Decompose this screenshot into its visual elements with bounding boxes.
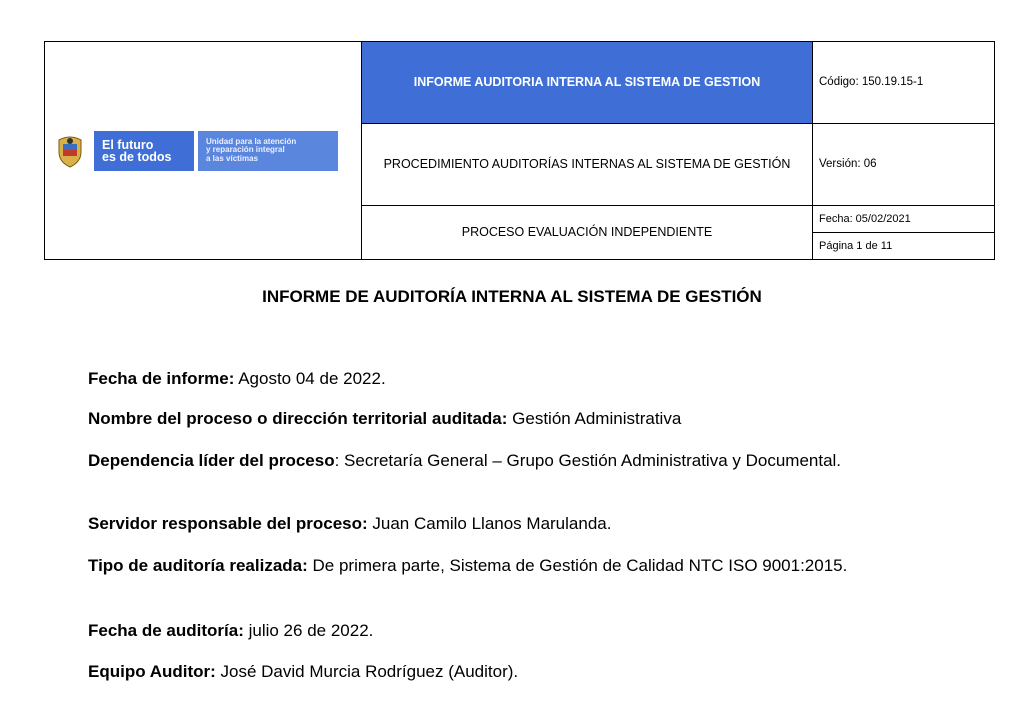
field-label: Nombre del proceso o dirección territorial auditada:	[88, 409, 508, 428]
field-value: Agosto 04 de 2022.	[234, 369, 386, 388]
report-title-cell	[362, 42, 813, 124]
date-cell	[813, 205, 995, 232]
field-responsible-officer	[88, 514, 940, 534]
field-report-date	[88, 369, 940, 389]
field-label: Equipo Auditor:	[88, 662, 216, 681]
unit-line-3: a las víctimas	[206, 153, 259, 163]
field-lead-department	[88, 451, 940, 471]
unit-line-2: y reparación integral	[206, 145, 285, 155]
unit-block	[198, 131, 338, 171]
document-code: Código: 150.19.15-1	[819, 76, 924, 89]
brand-line-2: es de todos	[102, 149, 172, 164]
procedure-name: PROCEDIMIENTO AUDITORÍAS INTERNAS AL SISTEMA DE GESTIÓN	[383, 157, 791, 172]
brand-line-1: El futuro	[102, 137, 154, 152]
unit-line-1: Unidad para la atención	[206, 136, 297, 146]
entity-logo	[52, 131, 352, 171]
document-header-table	[44, 41, 995, 260]
version-cell	[813, 123, 995, 205]
field-value: julio 26 de 2022.	[243, 621, 374, 640]
logo-cell	[45, 42, 362, 260]
page-cell	[813, 232, 995, 259]
process-cell	[362, 205, 813, 260]
field-label: Tipo de auditoría realizada:	[88, 556, 308, 575]
field-value: Gestión Administrativa	[507, 409, 682, 428]
document-title: INFORME DE AUDITORÍA INTERNA AL SISTEMA DE GESTIÓN	[262, 287, 762, 306]
field-label: Dependencia líder del proceso	[88, 451, 335, 470]
field-label: Servidor responsable del proceso:	[88, 514, 368, 533]
field-audit-type	[88, 556, 940, 576]
procedure-cell	[362, 123, 813, 205]
process-name: PROCESO EVALUACIÓN INDEPENDIENTE	[461, 225, 713, 240]
code-cell	[813, 42, 995, 124]
field-audit-team	[88, 662, 940, 682]
page-number: Página 1 de 11	[819, 239, 893, 252]
document-date: Fecha: 05/02/2021	[819, 212, 911, 225]
field-process-name	[88, 409, 940, 429]
field-audit-date	[88, 621, 940, 641]
field-value: José David Murcia Rodríguez (Auditor).	[215, 662, 519, 681]
field-value: : Secretaría General – Grupo Gestión Administrativa y Documental.	[334, 451, 842, 470]
field-label: Fecha de informe:	[88, 369, 235, 388]
document-version: Versión: 06	[819, 158, 877, 171]
brand-block	[94, 131, 194, 171]
field-value: De primera parte, Sistema de Gestión de Calidad NTC ISO 9001:2015.	[307, 556, 848, 575]
report-title: INFORME AUDITORIA INTERNA AL SISTEMA DE GESTION	[413, 75, 761, 90]
coat-of-arms-icon	[52, 133, 88, 169]
field-label: Fecha de auditoría:	[88, 621, 244, 640]
field-value: Juan Camilo Llanos Marulanda.	[367, 514, 612, 533]
